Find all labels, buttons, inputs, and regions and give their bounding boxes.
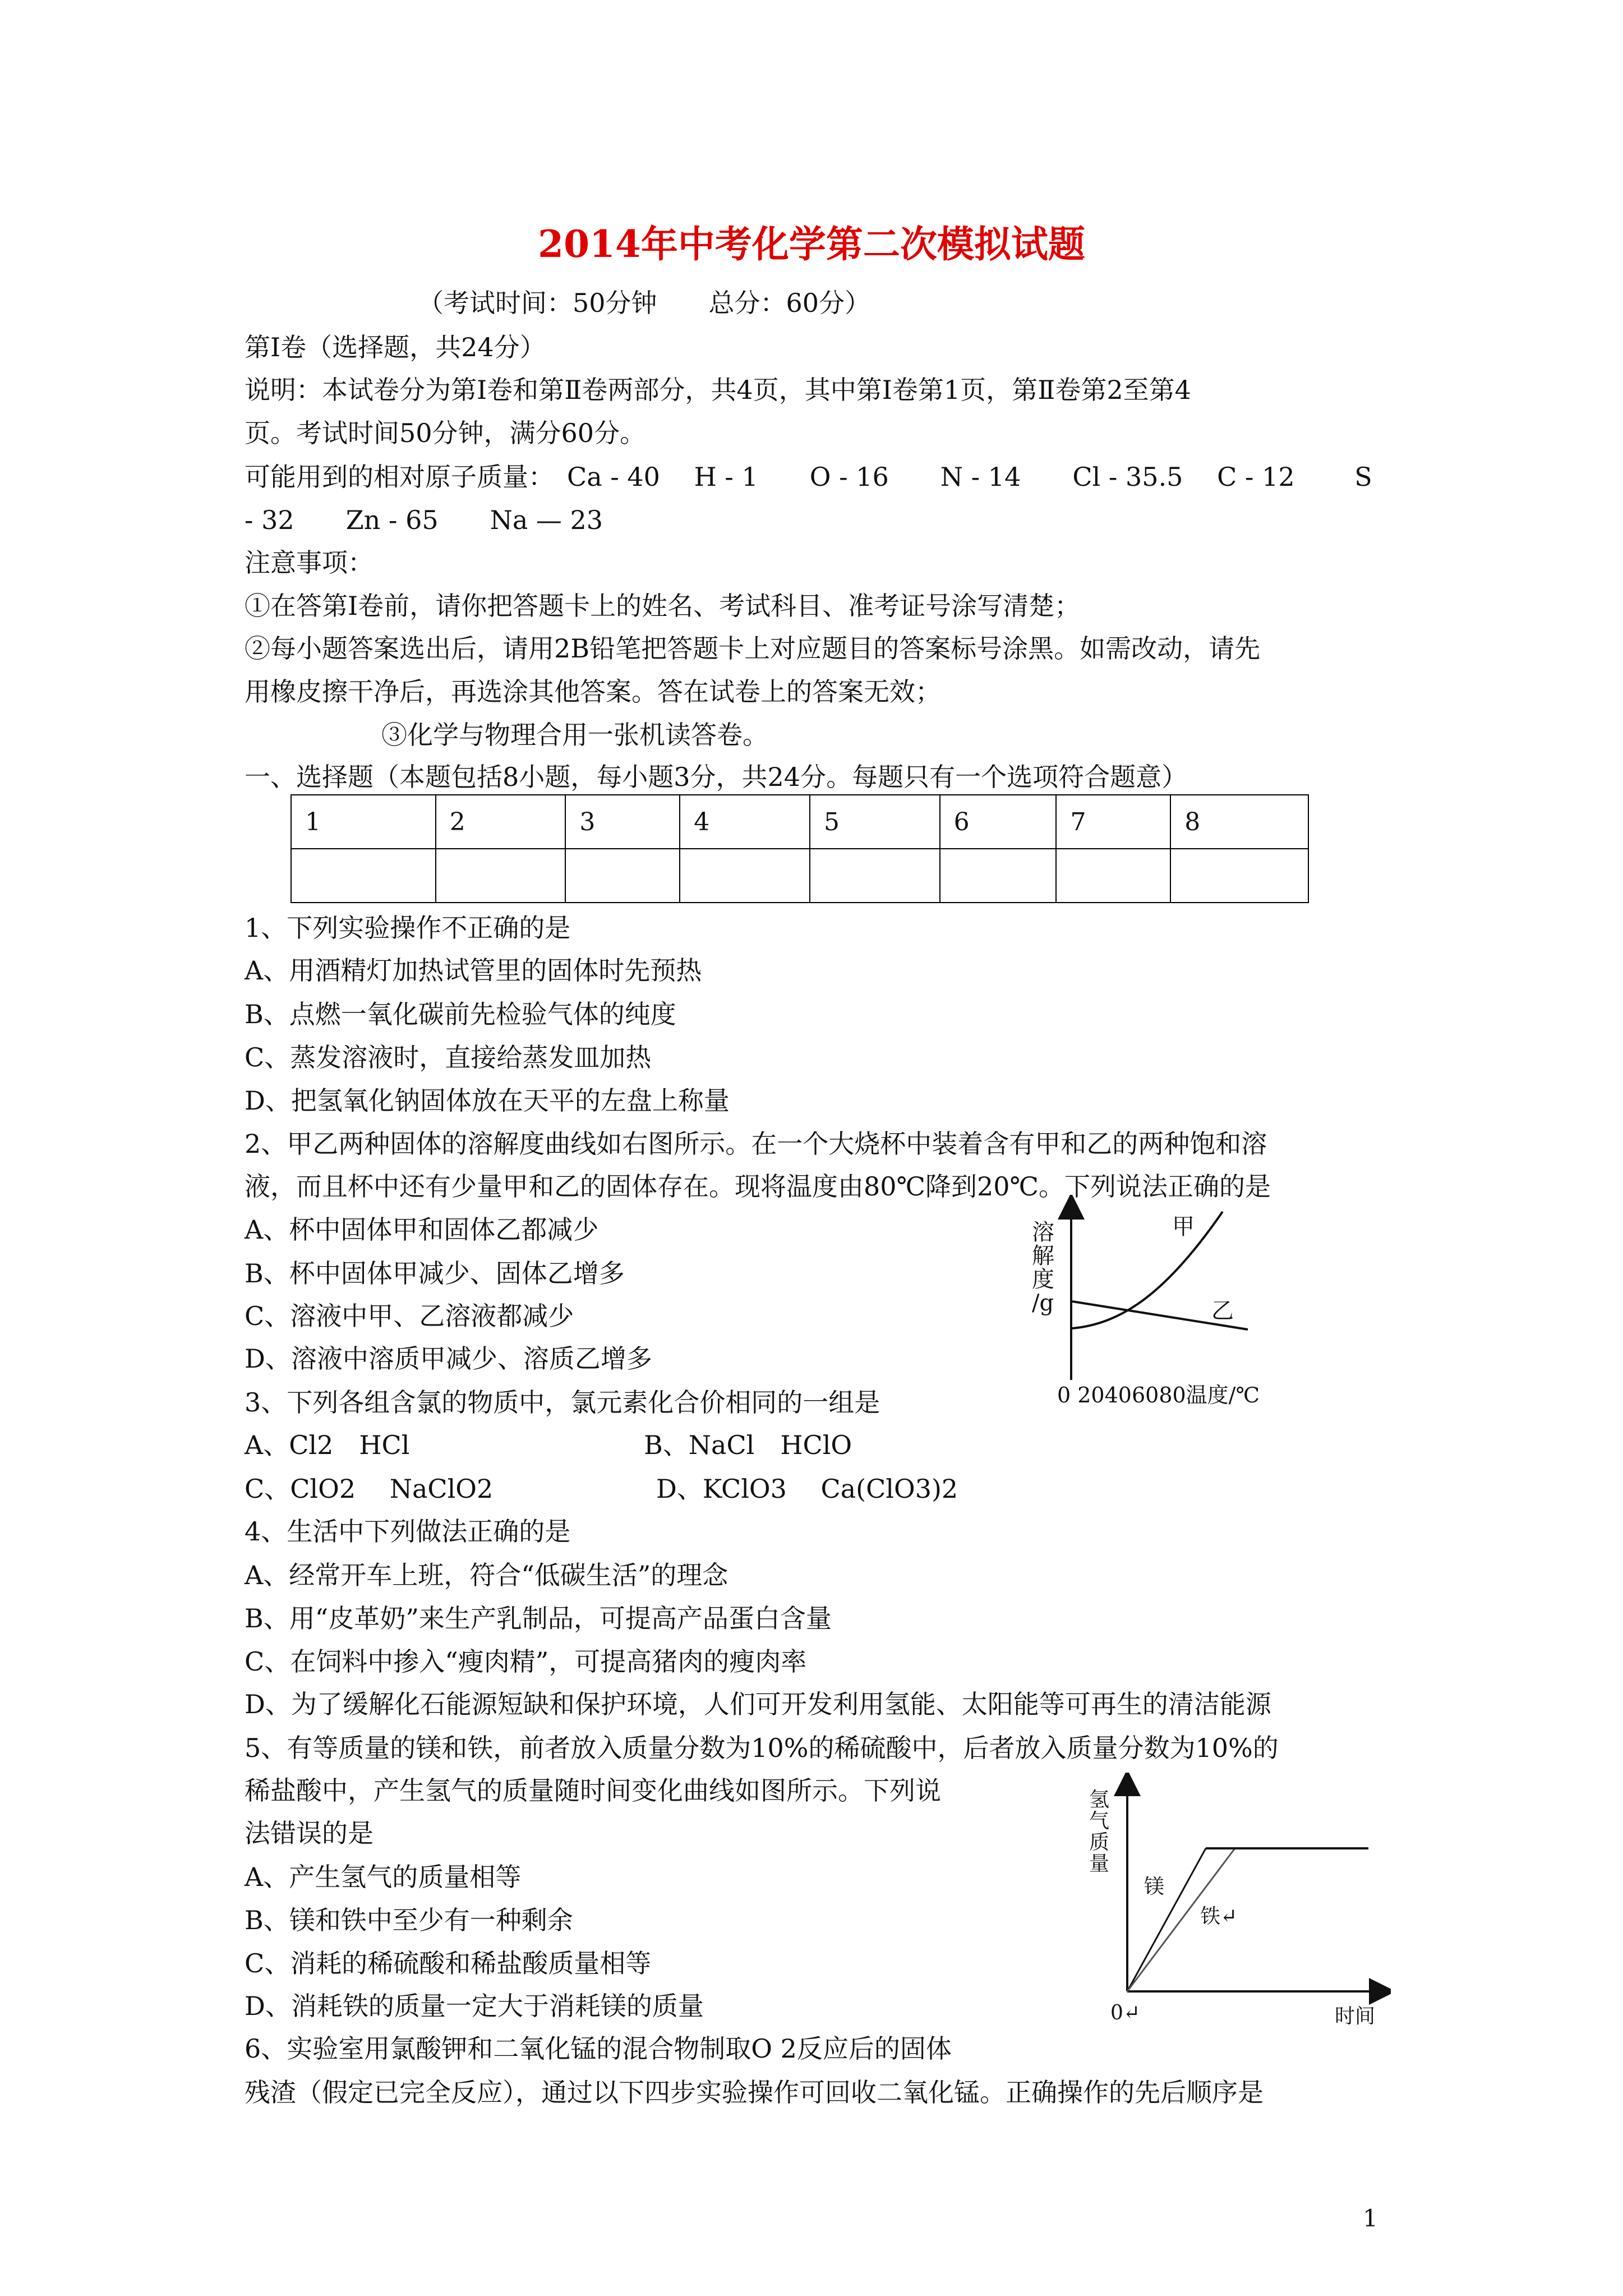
answer-table-blank-row [291,849,1308,903]
y-axis-label-char: /g [1032,1290,1054,1316]
option-line: D、溶液中溶质甲减少、溶质乙增多 [245,1343,652,1374]
answer-cell-label: 4 [680,795,810,849]
curve-jia [1072,1212,1223,1328]
option-line: B、点燃一氧化碳前先检验气体的纯度 [245,999,676,1029]
option-line: D、KClO3 Ca(ClO3)2 [656,1474,958,1504]
section-heading: 第Ⅰ卷（选择题，共24分） [245,332,546,362]
iron-label: 铁↵ [1200,1905,1238,1928]
answer-cell-blank [940,849,1057,903]
option-line: A、杯中固体甲和固体乙都减少 [245,1214,599,1245]
question-stem: 法错误的是 [245,1818,374,1848]
answer-cell-label: 3 [565,795,680,849]
part-one-heading: 一、选择题（本题包括8小题，每小题3分，共24分。每题只有一个选项符合题意） [245,762,1188,792]
note-item: ②每小题答案选出后，请用2B铅笔把答题卡上对应题目的答案标号涂黑。如需改动，请先 [245,633,1261,664]
question-stem: 1、下列实验操作不正确的是 [245,913,571,943]
question-stem: 3、下列各组含氯的物质中，氯元素化合价相同的一组是 [245,1387,880,1418]
curve-yi-label: 乙 [1211,1298,1234,1324]
answer-cell-blank [1170,849,1308,903]
answer-table [291,794,1309,903]
option-line: A、产生氢气的质量相等 [245,1862,522,1892]
x-axis-label: 时间 [1335,2005,1376,2028]
option-line: B、用“皮革奶”来生产乳制品，可提高产品蛋白含量 [245,1603,832,1634]
question-stem: 5、有等质量的镁和铁，前者放入质量分数为10%的稀硫酸中，后者放入质量分数为10%的 [245,1733,1279,1763]
y-axis-label-char: 气 [1089,1810,1110,1833]
notes-heading: 注意事项： [245,547,374,578]
answer-cell-blank [565,849,680,903]
question-stem: 残渣（假定已完全反应），通过以下四步实验操作可回收二氧化锰。正确操作的先后顺序是 [245,2077,1264,2108]
x-axis-label: 0 20406080温度/℃ [1057,1383,1260,1407]
instructions-line: 说明：本试卷分为第Ⅰ卷和第Ⅱ卷两部分，共4页，其中第Ⅰ卷第1页，第Ⅱ卷第2至第4 [245,375,1191,405]
answer-cell-label: 8 [1170,795,1308,849]
answer-cell-label: 5 [810,795,940,849]
option-line: D、为了缓解化石能源短缺和保护环境，人们可开发利用氢能、太阳能等可再生的清洁能源 [245,1689,1271,1719]
option-line: C、在饲料中掺入“瘦肉精”，可提高猪肉的瘦肉率 [245,1646,807,1677]
answer-cell-label: 1 [291,795,436,849]
magnesium-label: 镁 [1144,1875,1165,1898]
hydrogen-mass-figure [1077,1773,1391,2031]
answer-cell-blank [291,849,436,903]
note-item: 用橡皮擦干净后，再选涂其他答案。答在试卷上的答案无效； [245,677,941,707]
origin-label: 0↵ [1110,2001,1141,2024]
answer-cell-label: 7 [1056,795,1170,849]
answer-table-header-row [291,795,1308,849]
y-axis-label-char: 度 [1032,1267,1054,1292]
option-line: D、消耗铁的质量一定大于消耗镁的质量 [245,1991,704,2021]
question-stem: 液，而且杯中还有少量甲和乙的固体存在。现将温度由80℃降到20℃。下列说法正确的是 [245,1171,1271,1202]
answer-cell-blank [436,849,566,903]
y-axis-label-char: 解 [1032,1243,1054,1269]
question-stem: 2、甲乙两种固体的溶解度曲线如右图所示。在一个大烧杯中装着含有甲和乙的两种饱和溶 [245,1129,1267,1159]
question-stem: 稀盐酸中，产生氢气的质量随时间变化曲线如图所示。下列说 [245,1775,941,1806]
answer-cell-label: 6 [940,795,1057,849]
option-line: C、ClO2 NaClO2 [245,1474,494,1504]
option-line: A、Cl2 HCl [245,1430,410,1460]
answer-cell-label: 2 [436,795,566,849]
note-item: ③化学与物理合用一张机读答卷。 [381,720,768,750]
page-number: 1 [1363,2205,1378,2232]
answer-cell-blank [680,849,810,903]
option-line: C、蒸发溶液时，直接给蒸发皿加热 [245,1042,652,1073]
option-line: C、溶液中甲、乙溶液都减少 [245,1301,574,1331]
option-line: B、镁和铁中至少有一种剩余 [245,1905,573,1935]
y-axis-label-char: 溶 [1032,1220,1054,1245]
option-line: B、杯中固体甲减少、固体乙增多 [245,1258,625,1289]
question-stem: 6、实验室用氯酸钾和二氧化锰的混合物制取O 2反应后的固体 [245,2033,952,2064]
exam-title: 2014年中考化学第二次模拟试题 [538,222,1085,266]
option-line: D、把氢氧化钠固体放在天平的左盘上称量 [245,1085,730,1116]
question-stem: 4、生活中下列做法正确的是 [245,1516,571,1547]
curve-jia-label: 甲 [1172,1214,1195,1240]
option-line: A、经常开车上班，符合“低碳生活”的理念 [245,1560,728,1590]
note-item: ①在答第Ⅰ卷前，请你把答题卡上的姓名、考试科目、准考证号涂写清楚； [245,591,1081,621]
magnesium-line [1127,1848,1206,1991]
y-axis-label-char: 氢 [1089,1788,1110,1811]
atomic-mass-line: - 32 Zn - 65 Na — 23 [245,505,603,535]
option-line: C、消耗的稀硫酸和稀盐酸质量相等 [245,1948,652,1978]
y-axis-label-char: 量 [1089,1852,1110,1875]
answer-cell-blank [810,849,940,903]
instructions-line: 页。考试时间50分钟，满分60分。 [245,418,646,448]
answer-cell-blank [1056,849,1170,903]
option-line: B、NaCl HClO [644,1430,852,1460]
solubility-curve-figure [1032,1195,1312,1408]
option-line: A、用酒精灯加热试管里的固体时先预热 [245,955,702,986]
exam-subtitle: （考试时间：50分钟 总分：60分） [418,288,871,318]
atomic-mass-line: 可能用到的相对原子质量： Ca - 40 H - 1 O - 16 N - 14 Cl - 35.5 C - 12 S [245,462,1372,492]
y-axis-label-char: 质 [1089,1831,1110,1854]
